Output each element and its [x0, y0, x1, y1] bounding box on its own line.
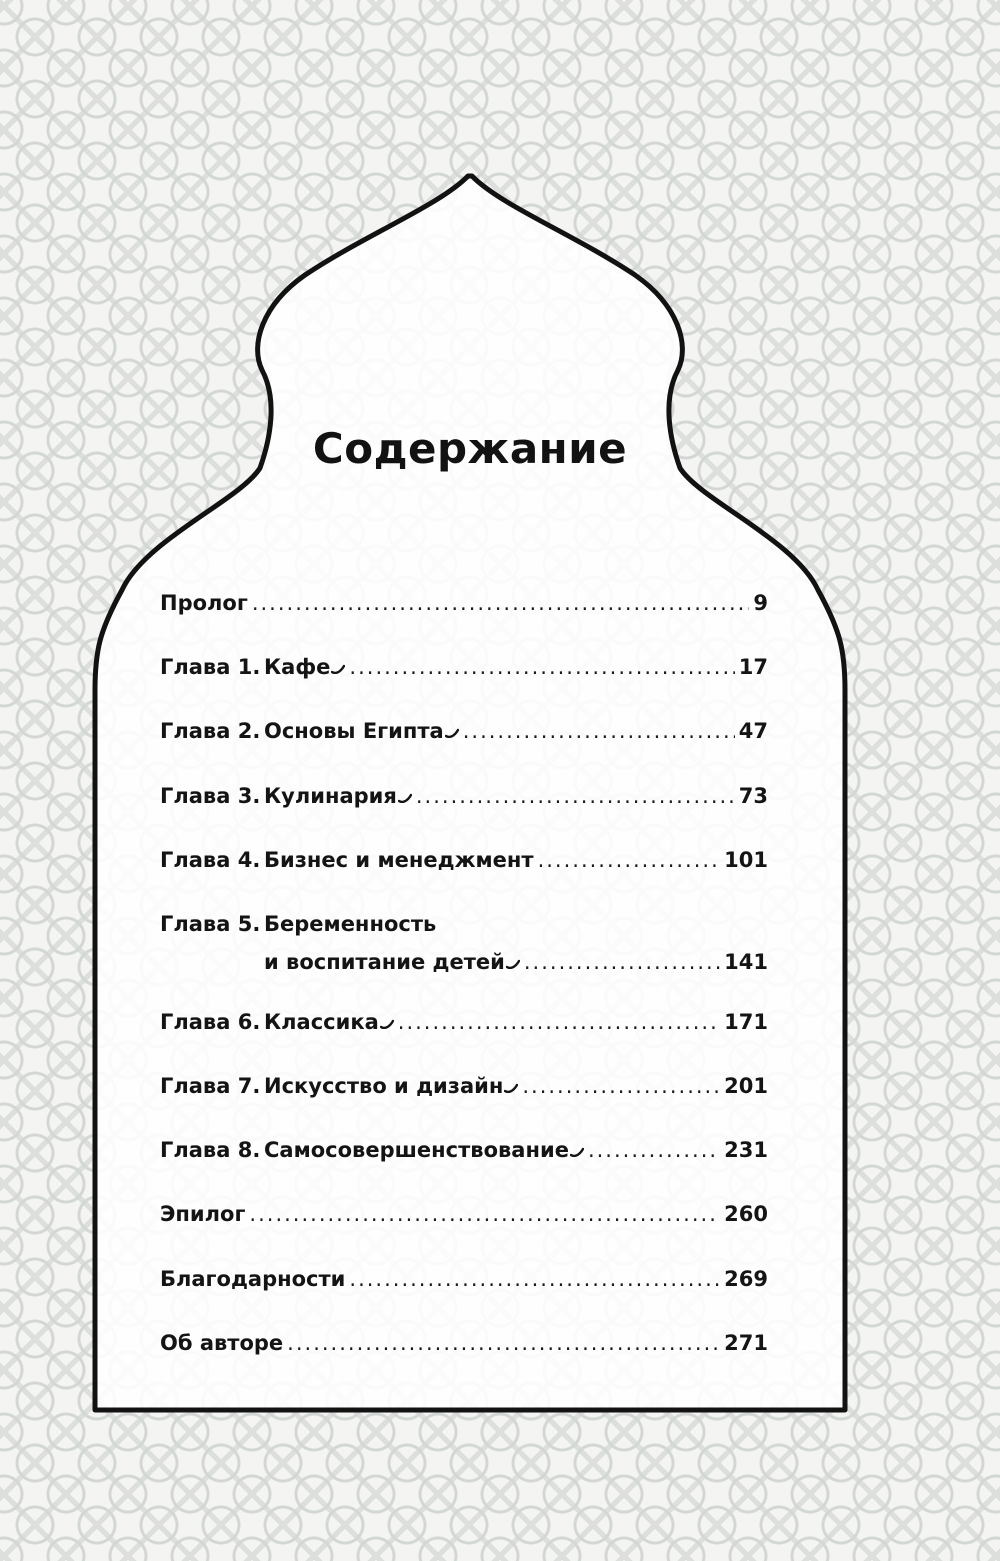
toc-page-number: 47: [738, 719, 768, 743]
dot-leader: [349, 654, 734, 680]
toc-page-number: 231: [724, 1138, 768, 1162]
swash-ornament-icon: [445, 728, 459, 738]
swash-ornament-icon: [331, 664, 345, 674]
toc-title: Самосовершенствование: [264, 1137, 584, 1163]
dot-leader: [416, 783, 735, 809]
toc-entry[interactable]: [160, 1137, 768, 1163]
toc-entry[interactable]: [160, 718, 768, 744]
dot-leader: [252, 590, 750, 616]
dot-leader: [463, 718, 735, 744]
dot-leader: [588, 1137, 720, 1163]
toc-page-number: 73: [738, 784, 768, 808]
toc-chapter-label: Глава 8.: [160, 1138, 261, 1162]
toc-title: Об авторе: [160, 1331, 284, 1355]
toc-title-continued: и воспитание детей: [264, 949, 520, 975]
toc-page-number: 141: [724, 950, 768, 974]
dot-leader: [398, 1009, 720, 1035]
toc-chapter-label: Глава 7.: [160, 1074, 261, 1098]
toc-title: Пролог: [160, 591, 248, 615]
toc-entry[interactable]: [160, 1009, 768, 1035]
toc-title: Искусство и дизайн: [264, 1073, 518, 1099]
toc-title: Кулинария: [264, 783, 412, 809]
toc-page-number: 260: [724, 1202, 768, 1226]
toc-title: Основы Египта: [264, 718, 459, 744]
contents-title: Содержание: [312, 424, 628, 473]
toc-entry[interactable]: [160, 783, 768, 809]
toc-entry[interactable]: [160, 847, 768, 873]
toc-page-number: 9: [753, 591, 768, 615]
toc-title: Бизнес и менеджмент: [264, 848, 534, 872]
toc-title: Благодарности: [160, 1267, 346, 1291]
dot-leader: [538, 847, 721, 873]
toc-chapter-label: Глава 2.: [160, 719, 261, 743]
toc-entry[interactable]: [160, 590, 768, 616]
toc-entry[interactable]: [160, 1073, 768, 1099]
swash-ornament-icon: [570, 1147, 584, 1157]
toc-page-number: 17: [738, 655, 768, 679]
dot-leader: [249, 1201, 720, 1227]
toc-title: Беременность: [264, 912, 437, 936]
swash-ornament-icon: [380, 1019, 394, 1029]
toc-chapter-label: Глава 4.: [160, 848, 261, 872]
swash-ornament-icon: [398, 793, 412, 803]
toc-title: Эпилог: [160, 1202, 246, 1226]
toc-entry[interactable]: [160, 1330, 768, 1356]
toc-page-number: 171: [724, 1010, 768, 1034]
dot-leader: [287, 1330, 720, 1356]
dot-leader: [522, 1073, 720, 1099]
toc-title: Классика: [264, 1009, 394, 1035]
dot-leader: [349, 1266, 720, 1292]
toc-entry[interactable]: [160, 1266, 768, 1292]
toc-chapter-label: Глава 3.: [160, 784, 261, 808]
toc-title: Кафе: [264, 654, 345, 680]
swash-ornament-icon: [506, 959, 520, 969]
toc-page-number: 101: [724, 848, 768, 872]
toc-page-number: 269: [724, 1267, 768, 1291]
toc-chapter-label: Глава 6.: [160, 1010, 261, 1034]
toc-chapter-label: Глава 5.: [160, 912, 261, 936]
toc-chapter-label: Глава 1.: [160, 655, 261, 679]
toc-page-number: 201: [724, 1074, 768, 1098]
toc-page-number: 271: [724, 1331, 768, 1355]
toc-entry[interactable]: [160, 654, 768, 680]
toc-entry[interactable]: [160, 911, 768, 975]
toc-entry[interactable]: [160, 1201, 768, 1227]
dot-leader: [524, 949, 720, 975]
swash-ornament-icon: [504, 1083, 518, 1093]
